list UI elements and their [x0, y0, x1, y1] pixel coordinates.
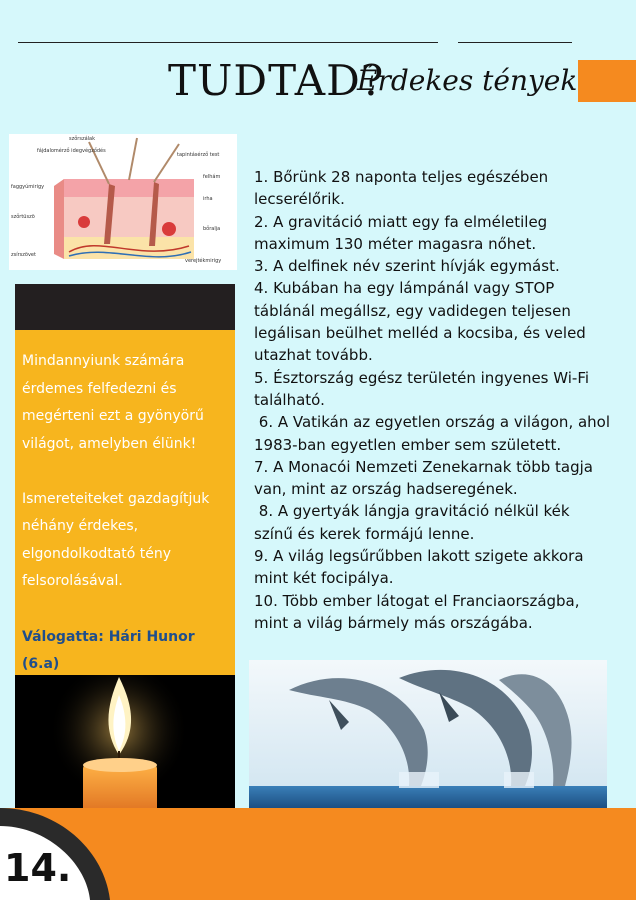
intro-paragraph-1: Mindannyiunk számára érdemes felfedezni és megérteni ezt a gyönyörű világot, amelyben élünk! [22, 353, 204, 452]
diagram-label: szőrtüszö [11, 214, 35, 220]
diagram-label: verejtékmirigy [185, 258, 222, 264]
diagram-label: faggyúmirigy [11, 184, 45, 190]
diagram-label: tapintásérző test [177, 152, 220, 158]
jumping-dolphins-icon [249, 660, 607, 808]
fact-item: 2. A gravitáció miatt egy fa elméletileg maximum 130 méter magasra nőhet. [254, 212, 552, 253]
side-panel-header-bar [15, 284, 235, 330]
fact-item: 3. A delfinek név szerint hívják egymást. [254, 257, 560, 276]
dolphins-image [249, 660, 607, 808]
diagram-label: fájdalomérző idegvégződés [37, 148, 106, 154]
candle-image [15, 675, 235, 810]
intro-text [22, 348, 230, 596]
page-subtitle: Érdekes tények [357, 64, 578, 97]
fact-item: 9. A világ legsűrűbben lakott szigete akkora mint két focipálya. [254, 547, 589, 588]
fact-item: 5. Észtország egész területén ingyenes Wi-Fi található. [254, 368, 594, 409]
diagram-label: zsírszövet [11, 252, 36, 258]
author-credit: Válogatta: Hári Hunor (6.a) [22, 629, 195, 672]
fact-item: 7. A Monacói Nemzeti Zenekarnak több tagja van, mint az ország hadseregének. [254, 457, 598, 499]
header-rule-left [18, 42, 438, 43]
diagram-label: szőrszálak [69, 136, 95, 142]
diagram-label: felhám [203, 174, 221, 180]
facts-list [254, 166, 615, 634]
fact-item: 6. A Vatikán az egyetlen ország a világon, ahol 1983-ban egyetlen ember sem született. [254, 413, 615, 454]
header-rule-right [458, 42, 572, 43]
diagram-label: bőralja [203, 226, 221, 232]
skin-diagram-image [9, 134, 237, 270]
fact-item: 10. Több ember látogat el Franciaországba, mint a világ bármely más országába. [254, 591, 585, 632]
fact-item: 4. Kubában ha egy lámpánál vagy STOP táblánál megállsz, egy vadidegen teljesen legálisan beülhet melléd a kocsiba, és veled utazhat tovább. [254, 279, 591, 365]
page-number: 14. [4, 846, 72, 890]
intro-paragraph-2: Ismereteiteket gazdagítjuk néhány érdekes, elgondolkodtató tény felsorolásával. [22, 490, 210, 589]
candle-flame-icon [15, 675, 235, 810]
fact-item: 8. A gyertyák lángja gravitáció nélkül kék színű és kerek formájú lenne. [254, 502, 575, 543]
diagram-label: irha [203, 196, 213, 202]
page-title: TUDTAD? [168, 56, 385, 105]
fact-item: 1. Bőrünk 28 naponta teljes egészében lecserélőrik. [254, 168, 553, 209]
orange-accent-tab [578, 60, 636, 102]
